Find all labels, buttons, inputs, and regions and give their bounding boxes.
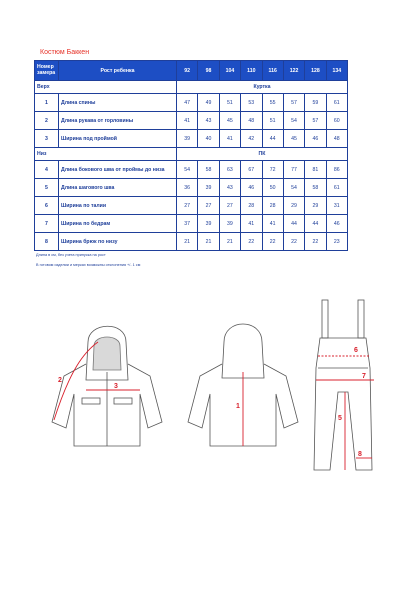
header-size: 92	[177, 61, 198, 81]
measure-value: 29	[283, 197, 304, 215]
measure-value: 22	[283, 233, 304, 251]
measure-value: 53	[241, 94, 262, 112]
measure-value: 72	[262, 161, 283, 179]
marker-3: 3	[114, 383, 118, 390]
measure-value: 41	[241, 215, 262, 233]
measure-value: 23	[326, 233, 347, 251]
marker-6: 6	[354, 347, 358, 354]
measure-name: Ширина по талии	[59, 197, 177, 215]
measure-name: Ширина по бедрам	[59, 215, 177, 233]
measure-value: 41	[219, 130, 240, 148]
measure-value: 46	[241, 179, 262, 197]
measure-name: Длина шагового шва	[59, 179, 177, 197]
measure-value: 27	[198, 197, 219, 215]
measure-number: 6	[35, 197, 59, 215]
measure-value: 54	[283, 112, 304, 130]
product-title: Костюм Баккен	[40, 49, 90, 56]
measure-value: 39	[198, 179, 219, 197]
header-child-height: Рост ребенка	[59, 61, 177, 81]
marker-1: 1	[236, 403, 240, 410]
header-size: 128	[305, 61, 326, 81]
measure-number: 1	[35, 94, 59, 112]
measure-value: 28	[241, 197, 262, 215]
measure-value: 49	[198, 94, 219, 112]
measure-value: 29	[305, 197, 326, 215]
header-size: 110	[241, 61, 262, 81]
measure-value: 41	[177, 112, 198, 130]
measure-name: Ширина под проймой	[59, 130, 177, 148]
measure-value: 44	[262, 130, 283, 148]
measure-value: 57	[283, 94, 304, 112]
measure-value: 81	[305, 161, 326, 179]
measure-value: 57	[305, 112, 326, 130]
marker-8: 8	[358, 451, 362, 458]
header-size: 134	[326, 61, 347, 81]
header-size: 122	[283, 61, 304, 81]
measure-value: 77	[283, 161, 304, 179]
measure-value: 43	[198, 112, 219, 130]
section-product: ПК	[177, 148, 348, 161]
overalls-illustration	[314, 300, 372, 470]
measure-value: 59	[305, 94, 326, 112]
measure-value: 63	[219, 161, 240, 179]
measure-value: 22	[241, 233, 262, 251]
measure-value: 58	[198, 161, 219, 179]
measure-value: 50	[262, 179, 283, 197]
measure-value: 27	[219, 197, 240, 215]
measure-value: 21	[198, 233, 219, 251]
header-size: 98	[198, 61, 219, 81]
measure-value: 39	[219, 215, 240, 233]
measure-value: 40	[198, 130, 219, 148]
measure-value: 46	[305, 130, 326, 148]
section-product: Куртка	[177, 81, 348, 94]
measure-value: 44	[283, 215, 304, 233]
measure-value: 45	[219, 112, 240, 130]
measure-number: 3	[35, 130, 59, 148]
measure-value: 37	[177, 215, 198, 233]
measure-value: 31	[326, 197, 347, 215]
measure-name: Длина бокового шва от проймы до низа	[59, 161, 177, 179]
marker-5: 5	[338, 415, 342, 422]
section-label: Низ	[35, 148, 177, 161]
section-label: Верх	[35, 81, 177, 94]
measure-name: Длина рукава от горловины	[59, 112, 177, 130]
measure-number: 5	[35, 179, 59, 197]
measure-value: 22	[305, 233, 326, 251]
measure-value: 51	[262, 112, 283, 130]
measure-value: 61	[326, 94, 347, 112]
measure-value: 36	[177, 179, 198, 197]
measure-value: 67	[241, 161, 262, 179]
note-tolerance: В готовом изделии и мерках возможны отклонения +/- 1 см	[36, 263, 141, 267]
measure-value: 60	[326, 112, 347, 130]
measure-value: 39	[177, 130, 198, 148]
header-measure-number: Номер замера	[35, 61, 59, 81]
measure-value: 21	[177, 233, 198, 251]
measure-value: 48	[241, 112, 262, 130]
header-size: 116	[262, 61, 283, 81]
measure-number: 8	[35, 233, 59, 251]
measure-value: 27	[177, 197, 198, 215]
measure-value: 44	[305, 215, 326, 233]
measure-value: 42	[241, 130, 262, 148]
measure-value: 47	[177, 94, 198, 112]
measure-number: 7	[35, 215, 59, 233]
measure-value: 43	[219, 179, 240, 197]
measure-name: Ширина брюк по низу	[59, 233, 177, 251]
measure-value: 45	[283, 130, 304, 148]
jacket-front-illustration	[52, 326, 162, 446]
measure-value: 54	[177, 161, 198, 179]
measure-value: 61	[326, 179, 347, 197]
measure-number: 2	[35, 112, 59, 130]
measure-number: 4	[35, 161, 59, 179]
marker-2: 2	[58, 377, 62, 384]
measure-value: 41	[262, 215, 283, 233]
measure-value: 48	[326, 130, 347, 148]
measure-value: 46	[326, 215, 347, 233]
measure-value: 22	[262, 233, 283, 251]
measure-value: 55	[262, 94, 283, 112]
measure-value: 51	[219, 94, 240, 112]
header-size: 104	[219, 61, 240, 81]
measure-value: 39	[198, 215, 219, 233]
measure-value: 21	[219, 233, 240, 251]
measure-value: 86	[326, 161, 347, 179]
measure-value: 54	[283, 179, 304, 197]
measure-value: 58	[305, 179, 326, 197]
marker-7: 7	[362, 373, 366, 380]
measure-name: Длина спины	[59, 94, 177, 112]
note-units: Длина в см, без учета припуска на рост	[36, 253, 106, 257]
measure-value: 28	[262, 197, 283, 215]
